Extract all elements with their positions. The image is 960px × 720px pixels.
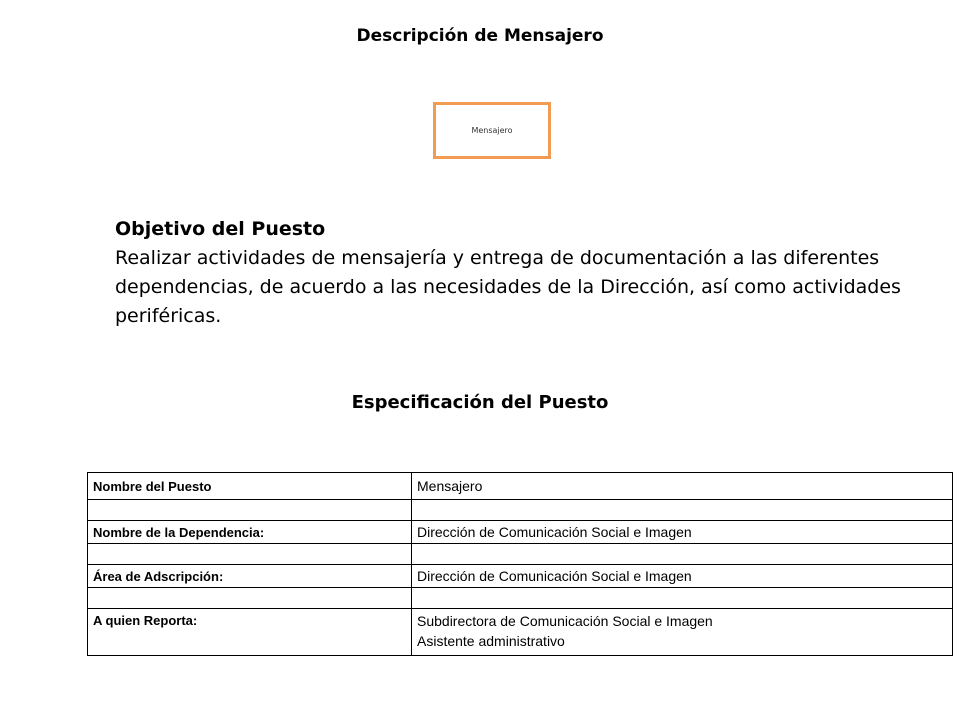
table-row: [88, 473, 953, 500]
row-label: A quien Reporta:: [88, 609, 412, 656]
table-row-spacer: [88, 500, 953, 521]
row-value-line: Subdirectora de Comunicación Social e Imagen: [417, 613, 713, 629]
row-value: [412, 609, 953, 656]
table-row: [88, 565, 953, 588]
objective-heading: Objetivo del Puesto: [115, 218, 326, 240]
table-row: [88, 521, 953, 544]
row-value-line: Asistente administrativo: [417, 633, 565, 649]
row-label: Nombre del Puesto: [88, 473, 412, 500]
row-label: Nombre de la Dependencia:: [88, 521, 412, 544]
row-label: Área de Adscripción:: [88, 565, 412, 588]
objective-section: [115, 215, 925, 331]
specification-title: Especificación del Puesto: [351, 392, 609, 413]
row-value: Dirección de Comunicación Social e Imagen: [412, 521, 953, 544]
org-chart-box-label: Mensajero: [471, 126, 513, 135]
org-chart-box: [433, 102, 551, 159]
table-row: [88, 609, 953, 656]
row-value: Mensajero: [412, 473, 953, 500]
table-row-spacer: [88, 588, 953, 609]
page-title: Descripción de Mensajero: [356, 26, 604, 46]
row-value: Dirección de Comunicación Social e Imagen: [412, 565, 953, 588]
objective-text: Realizar actividades de mensajería y entrega de documentación a las diferentes dependencias, de acuerdo a las necesidades de la Dirección, así como actividades periféricas.: [115, 247, 901, 327]
table-row-spacer: [88, 544, 953, 565]
specification-table: [87, 472, 953, 656]
